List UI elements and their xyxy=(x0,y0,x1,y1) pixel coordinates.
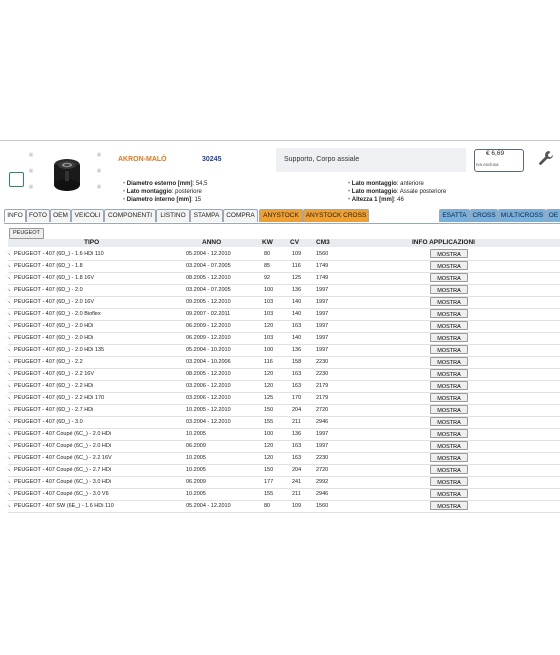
row-arrow-icon: ↘ xyxy=(7,311,11,316)
mostra-button[interactable]: MOSTRA xyxy=(430,381,468,390)
cell-anno: 05.2004 - 12.2010 xyxy=(186,251,231,257)
cell-cm3: 1997 xyxy=(316,335,329,341)
mostra-button[interactable]: MOSTRA xyxy=(430,249,468,258)
mostra-button[interactable]: MOSTRA xyxy=(430,477,468,486)
cell-kw: 100 xyxy=(264,431,274,437)
cell-cm3: 2179 xyxy=(316,395,329,401)
cell-kw: 80 xyxy=(264,503,271,509)
cell-cv: 140 xyxy=(292,311,302,317)
spec-label: Diametro esterno [mm] xyxy=(126,181,193,187)
cell-anno: 06.2009 - 12.2010 xyxy=(186,323,231,329)
cell-tipo: PEUGEOT - 407 (6D_) - 3.0 xyxy=(14,419,83,425)
cell-anno: 10.2005 xyxy=(186,455,206,461)
tab-veicoli[interactable]: VEICOLI xyxy=(71,209,104,222)
cell-tipo: PEUGEOT - 407 (6D_) - 2.2 16V xyxy=(14,371,94,377)
mostra-button[interactable]: MOSTRA xyxy=(430,453,468,462)
cell-cm3: 1997 xyxy=(316,347,329,353)
specs-right xyxy=(348,180,446,204)
cell-tipo: PEUGEOT - 407 (6D_) - 1.8 16V xyxy=(14,275,94,281)
mostra-button[interactable]: MOSTRA xyxy=(430,285,468,294)
price-note: Iva esclusa xyxy=(476,162,499,167)
cell-kw: 120 xyxy=(264,383,274,389)
header-kw: KW xyxy=(262,239,273,246)
row-arrow-icon: ↘ xyxy=(7,323,11,328)
row-arrow-icon: ↘ xyxy=(7,443,11,448)
cell-tipo: PEUGEOT - 407 (6D_) - 2.0 HDi 135 xyxy=(14,347,105,353)
tab-info[interactable]: INFO xyxy=(4,209,26,222)
mostra-button[interactable]: MOSTRA xyxy=(430,357,468,366)
mostra-button[interactable]: MOSTRA xyxy=(430,405,468,414)
brand-logo-icon: ▣ xyxy=(96,152,102,158)
spec-label: Altezza 1 [mm] xyxy=(351,197,394,203)
cell-cm3: 2230 xyxy=(316,359,329,365)
cell-tipo: PEUGEOT - 407 (6D_) - 1.6 HDi 110 xyxy=(14,251,104,257)
cell-cv: 109 xyxy=(292,503,302,509)
brand-logo-icon: ▣ xyxy=(28,184,34,190)
mostra-button[interactable]: MOSTRA xyxy=(430,501,468,510)
row-arrow-icon: ↘ xyxy=(7,299,11,304)
tab-bar xyxy=(4,209,560,224)
row-arrow-icon: ↘ xyxy=(7,503,11,508)
cell-kw: 80 xyxy=(264,251,271,257)
mostra-button[interactable]: MOSTRA xyxy=(430,321,468,330)
cell-kw: 150 xyxy=(264,407,274,413)
cell-tipo: PEUGEOT - 407 Coupé (6C_) - 3.0 V6 xyxy=(14,491,109,497)
cell-kw: 100 xyxy=(264,287,274,293)
cell-tipo: PEUGEOT - 407 Coupé (6C_) - 3.0 HDi xyxy=(14,479,112,485)
tab-foto[interactable]: FOTO xyxy=(26,209,50,222)
cell-cm3: 1997 xyxy=(316,323,329,329)
spec-row: • Altezza 1 [mm]: 46 xyxy=(348,197,404,203)
cell-kw: 103 xyxy=(264,311,274,317)
spec-label: Lato montaggio xyxy=(126,189,172,195)
header-anno: ANNO xyxy=(202,239,222,246)
cell-cv: 125 xyxy=(292,275,302,281)
specs-left xyxy=(123,180,208,204)
table-row xyxy=(8,500,560,513)
row-arrow-icon: ↘ xyxy=(7,455,11,460)
cell-tipo: PEUGEOT - 407 Coupé (6C_) - 2.0 HDi xyxy=(14,443,112,449)
cell-kw: 85 xyxy=(264,263,271,269)
row-arrow-icon: ↘ xyxy=(7,275,11,280)
row-arrow-icon: ↘ xyxy=(7,467,11,472)
cell-anno: 06.2009 xyxy=(186,479,206,485)
mostra-button[interactable]: MOSTRA xyxy=(430,309,468,318)
cell-anno: 03.2004 - 10.2006 xyxy=(186,359,231,365)
header-cm3: CM3 xyxy=(316,239,330,246)
cell-cv: 241 xyxy=(292,479,302,485)
cell-anno: 09.2007 - 02.2011 xyxy=(186,311,231,317)
cell-cv: 136 xyxy=(292,347,302,353)
cell-tipo: PEUGEOT - 407 (6D_) - 2.2 HDi 170 xyxy=(14,395,105,401)
header-cv: CV xyxy=(290,239,300,246)
product-code[interactable]: 30245 xyxy=(202,156,222,163)
cell-anno: 10.2005 - 12.2010 xyxy=(186,407,231,413)
cell-anno: 06.2009 - 12.2010 xyxy=(186,335,231,341)
cell-cm3: 2230 xyxy=(316,371,329,377)
spec-value: 15 xyxy=(194,197,202,203)
cell-cm3: 2992 xyxy=(316,479,329,485)
product-description: Supporto, Corpo assiale xyxy=(284,156,360,163)
select-checkbox[interactable] xyxy=(9,172,24,187)
cell-cm3: 1997 xyxy=(316,299,329,305)
spec-value: 54,5 xyxy=(195,181,208,187)
cell-cv: 163 xyxy=(292,443,302,449)
mostra-button[interactable]: MOSTRA xyxy=(430,273,468,282)
mostra-button[interactable]: MOSTRA xyxy=(430,333,468,342)
cell-tipo: PEUGEOT - 407 (6D_) - 2.2 xyxy=(14,359,83,365)
cell-kw: 103 xyxy=(264,299,274,305)
row-arrow-icon: ↘ xyxy=(7,335,11,340)
cell-kw: 100 xyxy=(264,347,274,353)
row-arrow-icon: ↘ xyxy=(7,491,11,496)
spec-row: • Diametro esterno [mm]: 54,5 xyxy=(123,181,208,187)
spec-value: 46 xyxy=(397,197,404,203)
mostra-button[interactable]: MOSTRA xyxy=(430,297,468,306)
cell-anno: 03.2004 - 07.2005 xyxy=(186,263,231,269)
mostra-button[interactable]: MOSTRA xyxy=(430,465,468,474)
cell-cm3: 2946 xyxy=(316,491,329,497)
spec-value: Assale posteriore xyxy=(399,189,447,195)
cell-cm3: 2946 xyxy=(316,419,329,425)
tab-cross[interactable]: CROSS xyxy=(470,209,498,222)
cell-anno: 08.2005 - 12.2010 xyxy=(186,371,231,377)
cell-anno: 06.2009 xyxy=(186,443,206,449)
row-arrow-icon: ↘ xyxy=(7,407,11,412)
cell-cv: 136 xyxy=(292,431,302,437)
cell-tipo: PEUGEOT - 407 Coupé (6C_) - 2.0 HDi xyxy=(14,431,112,437)
spec-value: anteriore xyxy=(400,181,424,187)
tab-oe[interactable]: OE xyxy=(546,209,560,222)
cell-anno: 05.2004 - 10.2010 xyxy=(186,347,231,353)
cell-tipo: PEUGEOT - 407 (6D_) - 2.2 HDi xyxy=(14,383,94,389)
row-arrow-icon: ↘ xyxy=(7,383,11,388)
cell-cm3: 1997 xyxy=(316,287,329,293)
cell-cm3: 1749 xyxy=(316,263,329,269)
cell-kw: 116 xyxy=(264,359,273,365)
cell-cm3: 2720 xyxy=(316,407,329,413)
cell-cm3: 2179 xyxy=(316,383,329,389)
product-brand: AKRON-MALÒ xyxy=(118,156,167,163)
cell-anno: 03.2004 - 12.2010 xyxy=(186,419,231,425)
row-arrow-icon: ↘ xyxy=(7,371,11,376)
row-arrow-icon: ↘ xyxy=(7,395,11,400)
spec-label: Diametro interno [mm] xyxy=(126,197,192,203)
product-price: € 6,69 xyxy=(486,150,505,157)
cell-cv: 163 xyxy=(292,383,302,389)
row-arrow-icon: ↘ xyxy=(7,479,11,484)
mostra-button[interactable]: MOSTRA xyxy=(430,369,468,378)
cell-kw: 120 xyxy=(264,443,274,449)
cell-anno: 10.2005 xyxy=(186,491,206,497)
cell-tipo: PEUGEOT - 407 Coupé (6C_) - 2.7 HDi xyxy=(14,467,112,473)
brand-logo-icon: ▣ xyxy=(28,168,34,174)
row-arrow-icon: ↘ xyxy=(7,359,11,364)
spec-row: • Lato montaggio: anteriore xyxy=(348,181,424,187)
cell-kw: 155 xyxy=(264,419,274,425)
cell-kw: 150 xyxy=(264,467,274,473)
row-arrow-icon: ↘ xyxy=(7,431,11,436)
spec-value: posteriore xyxy=(175,189,202,195)
tab-oem[interactable]: OEM xyxy=(50,209,71,222)
cell-anno: 10.2005 xyxy=(186,431,206,437)
mostra-button[interactable]: MOSTRA xyxy=(430,261,468,270)
cell-tipo: PEUGEOT - 407 (6D_) - 2.0 Bioflex xyxy=(14,311,101,317)
brand-logo-icon: ▣ xyxy=(96,184,102,190)
tab-componenti[interactable]: COMPONENTI xyxy=(104,209,156,222)
cell-kw: 120 xyxy=(264,455,274,461)
cell-anno: 05.2004 - 12.2010 xyxy=(186,503,231,509)
mostra-button[interactable]: MOSTRA xyxy=(430,429,468,438)
row-arrow-icon: ↘ xyxy=(7,263,11,268)
cell-anno: 08.2005 - 12.2010 xyxy=(186,275,231,281)
spec-row: • Diametro interno [mm]: 15 xyxy=(123,197,202,203)
mostra-button[interactable]: MOSTRA xyxy=(430,441,468,450)
cell-cv: 204 xyxy=(292,407,302,413)
cell-cm3: 1560 xyxy=(316,503,329,509)
cell-cv: 163 xyxy=(292,455,302,461)
tab-anystock[interactable]: ANYSTOCK xyxy=(259,209,303,222)
spec-label: Lato montaggio xyxy=(351,181,397,187)
header-tipo: TIPO xyxy=(84,239,100,246)
cell-cm3: 1560 xyxy=(316,251,329,257)
cell-kw: 155 xyxy=(264,491,274,497)
cell-anno: 09.2005 - 12.2010 xyxy=(186,299,231,305)
cell-kw: 120 xyxy=(264,323,274,329)
tab-multicross[interactable]: MULTICROSS xyxy=(498,209,546,222)
cell-tipo: PEUGEOT - 407 SW (6E_) - 1.6 HDi 110 xyxy=(14,503,114,509)
mostra-button[interactable]: MOSTRA xyxy=(430,393,468,402)
cell-tipo: PEUGEOT - 407 (6D_) - 2.7 HDi xyxy=(14,407,94,413)
row-arrow-icon: ↘ xyxy=(7,251,11,256)
row-arrow-icon: ↘ xyxy=(7,287,11,292)
top-divider xyxy=(0,140,560,141)
cell-tipo: PEUGEOT - 407 (6D_) - 2.0 16V xyxy=(14,299,94,305)
cell-anno: 03.2004 - 07.2005 xyxy=(186,287,231,293)
cell-cv: 163 xyxy=(292,371,302,377)
part-image[interactable] xyxy=(52,157,82,195)
cell-cm3: 1997 xyxy=(316,443,329,449)
cell-cm3: 2720 xyxy=(316,467,329,473)
cell-tipo: PEUGEOT - 407 Coupé (6C_) - 2.2 16V xyxy=(14,455,112,461)
wrench-icon[interactable] xyxy=(538,150,554,166)
cell-cv: 109 xyxy=(292,251,302,257)
tab-compra[interactable]: COMPRA xyxy=(223,209,258,222)
row-arrow-icon: ↘ xyxy=(7,347,11,352)
cell-cv: 136 xyxy=(292,287,302,293)
cell-cv: 140 xyxy=(292,299,302,305)
cell-tipo: PEUGEOT - 407 (6D_) - 1.8 xyxy=(14,263,83,269)
brand-logo-icon: ▣ xyxy=(28,152,34,158)
tab-anystock-cross[interactable]: ANYSTOCK CROSS xyxy=(303,209,369,222)
cell-cv: 158 xyxy=(292,359,302,365)
mostra-button[interactable]: MOSTRA xyxy=(430,345,468,354)
cell-kw: 177 xyxy=(264,479,274,485)
tab-esatta[interactable]: ESATTA xyxy=(439,209,470,222)
cell-tipo: PEUGEOT - 407 (6D_) - 2.0 xyxy=(14,287,83,293)
tab-listino[interactable]: LISTINO xyxy=(156,209,190,222)
cell-cm3: 2230 xyxy=(316,455,329,461)
cell-cv: 211 xyxy=(292,419,301,425)
row-arrow-icon: ↘ xyxy=(7,419,11,424)
cell-tipo: PEUGEOT - 407 (6D_) - 2.0 HDi xyxy=(14,335,94,341)
tab-stampa[interactable]: STAMPA xyxy=(190,209,223,222)
cell-kw: 92 xyxy=(264,275,271,281)
brand-logo-icon: ▣ xyxy=(96,168,102,174)
cell-cv: 170 xyxy=(292,395,302,401)
cell-cv: 140 xyxy=(292,335,302,341)
cell-kw: 125 xyxy=(264,395,274,401)
mostra-button[interactable]: MOSTRA xyxy=(430,417,468,426)
mostra-button[interactable]: MOSTRA xyxy=(430,489,468,498)
cell-cv: 116 xyxy=(292,263,301,269)
cell-cv: 163 xyxy=(292,323,302,329)
filter-peugeot-button[interactable]: PEUGEOT xyxy=(9,228,44,239)
cell-cm3: 1997 xyxy=(316,431,329,437)
cell-cm3: 1997 xyxy=(316,311,329,317)
cell-kw: 103 xyxy=(264,335,274,341)
spec-row: • Lato montaggio: Assale posteriore xyxy=(348,189,447,195)
cell-cv: 204 xyxy=(292,467,302,473)
cell-cm3: 1749 xyxy=(316,275,329,281)
spec-label: Lato montaggio xyxy=(351,189,397,195)
cell-tipo: PEUGEOT - 407 (6D_) - 2.0 HDi xyxy=(14,323,94,329)
header-info-applicazioni: INFO APPLICAZIONI xyxy=(412,239,475,246)
cell-cv: 211 xyxy=(292,491,301,497)
cell-anno: 03.2006 - 12.2010 xyxy=(186,395,231,401)
spec-row: • Lato montaggio: posteriore xyxy=(123,189,202,195)
cell-anno: 03.2006 - 12.2010 xyxy=(186,383,231,389)
cell-anno: 10.2005 xyxy=(186,467,206,473)
cell-kw: 120 xyxy=(264,371,274,377)
